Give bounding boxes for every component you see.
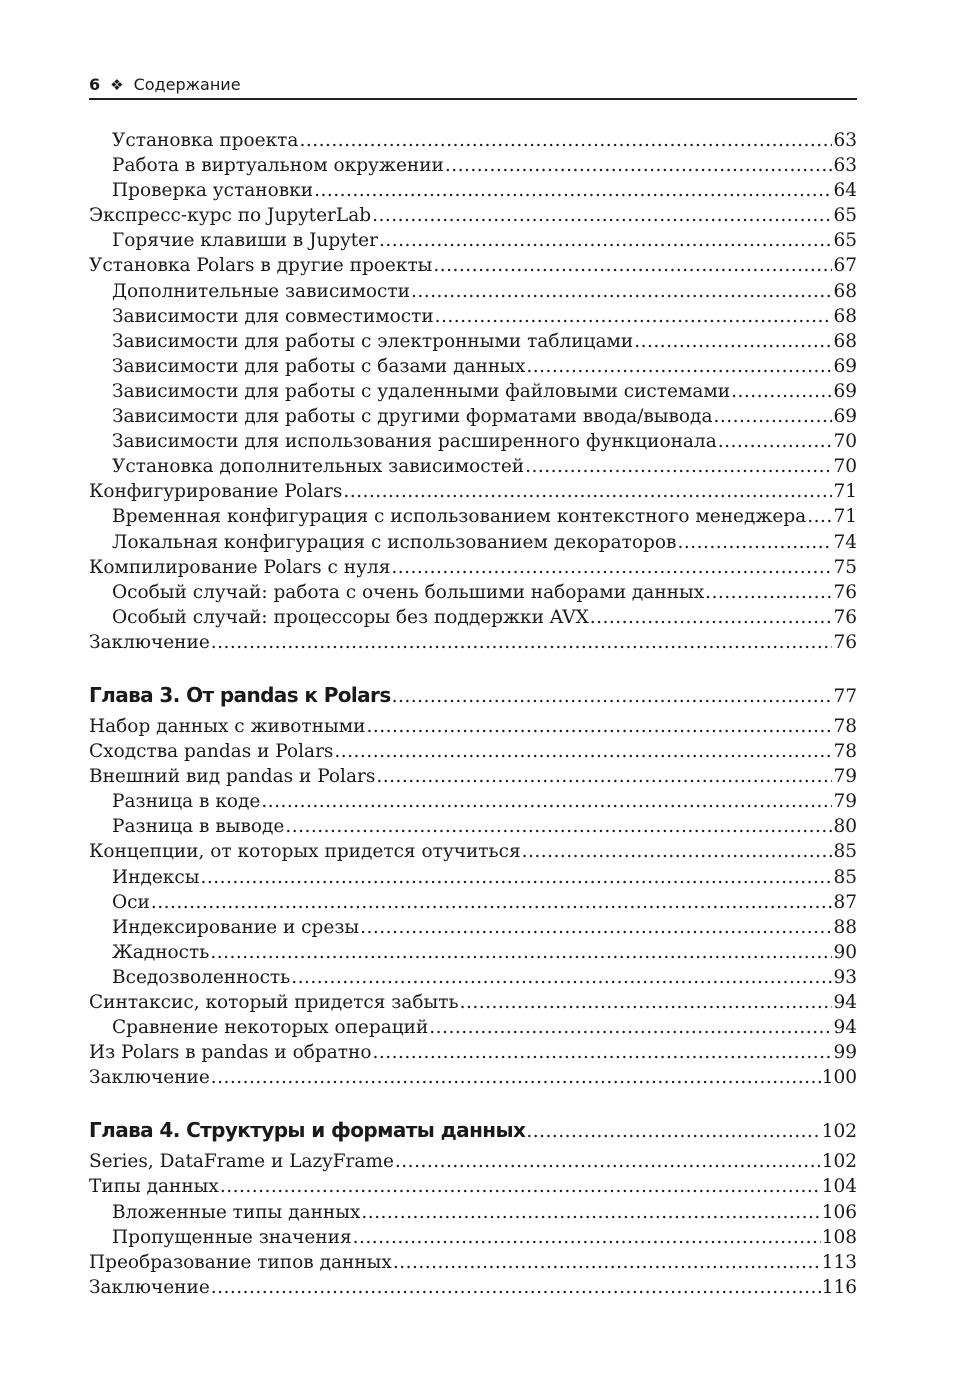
toc-entry[interactable] — [89, 530, 857, 555]
dot-leader — [429, 1015, 832, 1040]
toc-entry[interactable] — [89, 839, 857, 864]
toc-entry-title: Особый случай: работа с очень большими наборами данных — [112, 581, 705, 603]
toc-entry-page: 78 — [833, 741, 857, 763]
dot-leader — [373, 1040, 833, 1065]
toc-entry-title: Пропущенные значения — [112, 1226, 352, 1248]
toc-entry-page: 93 — [833, 966, 857, 988]
table-of-contents — [89, 128, 857, 1300]
toc-entry-page: 68 — [833, 330, 857, 352]
toc-entry[interactable] — [89, 1275, 857, 1300]
toc-entry-title: Вседозволенность — [112, 966, 291, 988]
dot-leader — [361, 1200, 820, 1225]
toc-entry-title: Дополнительные зависимости — [112, 280, 410, 302]
toc-entry-page: 88 — [833, 916, 857, 938]
dot-leader — [314, 178, 832, 203]
toc-entry-page: 68 — [833, 280, 857, 302]
toc-entry-page: 78 — [833, 715, 857, 737]
toc-entry[interactable] — [89, 153, 857, 178]
dot-leader — [435, 304, 833, 329]
toc-entry-page: 67 — [833, 255, 857, 277]
toc-entry-title: Индексы — [112, 866, 200, 888]
toc-entry-title: Установка Polars в другие проекты — [89, 255, 433, 277]
toc-entry-page: 70 — [833, 456, 857, 478]
toc-entry-page: 100 — [821, 1067, 857, 1089]
dot-leader — [211, 630, 833, 655]
dot-leader — [291, 965, 832, 990]
toc-entry-title: Концепции, от которых придется отучиться — [89, 841, 521, 863]
dot-leader — [200, 865, 832, 890]
toc-entry-page: 94 — [833, 1017, 857, 1039]
dot-leader — [393, 1250, 821, 1275]
dot-leader — [460, 990, 833, 1015]
toc-entry-page: 69 — [833, 380, 857, 402]
toc-entry-title: Установка проекта — [112, 130, 299, 151]
toc-entry[interactable] — [89, 178, 857, 203]
toc-entry[interactable] — [89, 605, 857, 630]
toc-entry-page: 106 — [821, 1201, 857, 1223]
dot-leader — [376, 764, 832, 789]
toc-entry[interactable] — [89, 1174, 857, 1199]
toc-entry[interactable] — [89, 1225, 857, 1250]
toc-entry-title: Синтаксис, который придется забыть — [89, 992, 459, 1013]
dot-leader — [334, 739, 832, 764]
dot-leader — [210, 940, 832, 965]
toc-entry-page: 113 — [821, 1251, 857, 1273]
toc-entry-page: 65 — [833, 205, 857, 227]
toc-entry-title: Глава 4. Структуры и форматы данных — [89, 1118, 526, 1143]
toc-entry[interactable] — [89, 504, 857, 529]
dot-leader — [379, 228, 833, 253]
toc-entry-title: Установка дополнительных зависимостей — [112, 456, 525, 478]
dot-leader — [366, 714, 832, 739]
toc-entry-title: Зависимости для работы с электронными таблицами — [112, 330, 634, 352]
toc-entry-title: Заключение — [89, 631, 210, 653]
toc-entry-title: Series, DataFrame и LazyFrame — [89, 1151, 394, 1173]
toc-entry[interactable] — [89, 354, 857, 379]
toc-entry-title: Разница в выводе — [112, 816, 285, 838]
toc-entry[interactable] — [89, 1040, 857, 1065]
toc-entry[interactable] — [89, 940, 857, 965]
dot-leader — [634, 329, 832, 354]
toc-entry[interactable] — [89, 228, 857, 253]
toc-entry-page: 64 — [833, 180, 857, 202]
toc-entry-page: 63 — [833, 130, 857, 151]
toc-entry-page: 108 — [821, 1226, 857, 1248]
toc-chapter-entry[interactable] — [89, 683, 857, 711]
dot-leader — [220, 1174, 821, 1199]
toc-entry-page: 102 — [821, 1151, 857, 1173]
toc-entry-page: 65 — [833, 230, 857, 252]
toc-entry-page: 104 — [821, 1176, 857, 1198]
toc-entry-page: 71 — [833, 506, 857, 528]
dot-leader — [526, 1119, 820, 1144]
toc-entry[interactable] — [89, 865, 857, 890]
toc-entry-page: 94 — [833, 992, 857, 1013]
toc-entry-page: 76 — [833, 581, 857, 603]
toc-entry-title: Проверка установки — [112, 180, 314, 202]
toc-entry-title: Индексирование и срезы — [112, 916, 360, 938]
toc-entry-page: 76 — [833, 606, 857, 628]
toc-entry-title: Преобразование типов данных — [89, 1251, 392, 1273]
toc-entry[interactable] — [89, 329, 857, 354]
toc-entry-title: Оси — [112, 891, 150, 913]
toc-entry[interactable] — [89, 555, 857, 580]
toc-entry-page: 76 — [833, 631, 857, 653]
toc-entry-title: Жадность — [112, 941, 210, 963]
dot-leader — [705, 580, 832, 605]
toc-entry-title: Сходства pandas и Polars — [89, 741, 334, 763]
toc-entry-page: 69 — [833, 355, 857, 377]
toc-entry[interactable] — [89, 990, 857, 1015]
running-title: Содержание — [133, 74, 241, 94]
toc-entry-title: Заключение — [89, 1276, 210, 1298]
dot-leader — [353, 1225, 821, 1250]
dot-leader — [411, 279, 832, 304]
toc-entry[interactable] — [89, 789, 857, 814]
toc-entry-title: Внешний вид pandas и Polars — [89, 766, 376, 788]
toc-entry-title: Экспресс-курс по JupyterLab — [89, 205, 372, 227]
toc-entry-title: Особый случай: процессоры без поддержки AVX — [112, 606, 589, 628]
toc-entry-page: 71 — [833, 481, 857, 503]
toc-entry-title: Набор данных с животными — [89, 715, 366, 737]
dot-leader — [677, 530, 832, 555]
dot-leader — [807, 504, 832, 529]
toc-entry-title: Глава 3. От pandas к Polars — [89, 682, 391, 707]
dot-leader — [151, 890, 833, 915]
toc-entry[interactable] — [89, 714, 857, 739]
dot-leader — [522, 839, 833, 864]
toc-entry[interactable] — [89, 454, 857, 479]
page-header — [89, 71, 857, 100]
toc-entry-title: Вложенные типы данных — [112, 1201, 361, 1223]
toc-entry[interactable] — [89, 379, 857, 404]
toc-entry-title: Разница в коде — [112, 791, 261, 813]
toc-entry[interactable] — [89, 630, 857, 655]
toc-entry[interactable] — [89, 739, 857, 764]
dot-leader — [211, 1275, 821, 1300]
dot-leader — [343, 479, 832, 504]
toc-entry-title: Зависимости для работы с удаленными файловыми системами — [112, 380, 731, 402]
toc-entry[interactable] — [89, 128, 857, 153]
dot-leader — [731, 379, 832, 404]
toc-entry[interactable] — [89, 404, 857, 429]
toc-entry-title: Из Polars в pandas и обратно — [89, 1042, 372, 1064]
dot-leader — [372, 203, 832, 228]
dot-leader — [211, 1065, 821, 1090]
toc-entry-page: 79 — [833, 791, 857, 813]
toc-entry[interactable] — [89, 279, 857, 304]
toc-entry-title: Конфигурирование Polars — [89, 481, 343, 503]
toc-entry[interactable] — [89, 1065, 857, 1090]
toc-entry-page: 79 — [833, 766, 857, 788]
toc-entry[interactable] — [89, 429, 857, 454]
toc-entry-title: Временная конфигурация с использованием контекстного менеджера — [112, 506, 807, 528]
toc-entry-page: 90 — [833, 941, 857, 963]
toc-entry[interactable] — [89, 965, 857, 990]
toc-entry-page: 99 — [833, 1042, 857, 1064]
dot-leader — [391, 555, 832, 580]
toc-entry[interactable] — [89, 764, 857, 789]
toc-entry-page: 102 — [821, 1121, 857, 1143]
dot-leader — [360, 915, 832, 940]
dot-leader — [445, 153, 833, 178]
toc-entry[interactable] — [89, 203, 857, 228]
toc-entry[interactable] — [89, 814, 857, 839]
toc-entry-title: Сравнение некоторых операций — [112, 1017, 429, 1039]
toc-entry-page: 69 — [833, 406, 857, 428]
dot-leader — [525, 454, 832, 479]
dot-leader — [713, 404, 832, 429]
toc-entry[interactable] — [89, 253, 857, 278]
toc-entry-title: Зависимости для работы с другими форматами ввода/вывода — [112, 406, 713, 428]
toc-entry-page: 74 — [833, 531, 857, 553]
toc-entry-title: Зависимости для работы с базами данных — [112, 355, 526, 377]
toc-entry-page: 116 — [821, 1276, 857, 1298]
toc-entry-page: 70 — [833, 431, 857, 453]
toc-entry[interactable] — [89, 1149, 857, 1174]
toc-entry-page: 63 — [833, 155, 857, 177]
toc-entry-title: Типы данных — [89, 1176, 219, 1198]
toc-entry[interactable] — [89, 1200, 857, 1225]
page-number: 6 — [89, 74, 101, 94]
dot-leader — [261, 789, 832, 814]
toc-entry[interactable] — [89, 1015, 857, 1040]
toc-entry[interactable] — [89, 915, 857, 940]
ornament-icon: ❖ — [110, 75, 124, 94]
dot-leader — [590, 605, 833, 630]
toc-entry-title: Компилирование Polars с нуля — [89, 556, 391, 578]
toc-entry[interactable] — [89, 580, 857, 605]
dot-leader — [718, 429, 833, 454]
toc-entry-page: 75 — [833, 556, 857, 578]
toc-entry-page: 87 — [833, 891, 857, 913]
dot-leader — [395, 1149, 821, 1174]
toc-entry-title: Локальная конфигурация с использованием декораторов — [112, 531, 677, 553]
toc-entry-page: 68 — [833, 305, 857, 327]
toc-entry-page: 77 — [833, 685, 857, 707]
toc-entry-title: Горячие клавиши в Jupyter — [112, 230, 378, 252]
dot-leader — [392, 684, 833, 709]
toc-entry[interactable] — [89, 304, 857, 329]
dot-leader — [299, 128, 832, 153]
toc-entry[interactable] — [89, 1250, 857, 1275]
dot-leader — [433, 253, 832, 278]
toc-entry-page: 80 — [833, 816, 857, 838]
toc-entry-page: 85 — [833, 866, 857, 888]
toc-entry[interactable] — [89, 890, 857, 915]
toc-entry-title: Работа в виртуальном окружении — [112, 155, 444, 177]
toc-chapter-entry[interactable] — [89, 1118, 857, 1146]
toc-entry-title: Зависимости для использования расширенного функционала — [112, 431, 717, 453]
toc-entry-page: 85 — [833, 841, 857, 863]
dot-leader — [285, 814, 832, 839]
toc-entry-title: Зависимости для совместимости — [112, 305, 434, 327]
toc-entry[interactable] — [89, 479, 857, 504]
dot-leader — [526, 354, 832, 379]
toc-entry-title: Заключение — [89, 1067, 210, 1089]
